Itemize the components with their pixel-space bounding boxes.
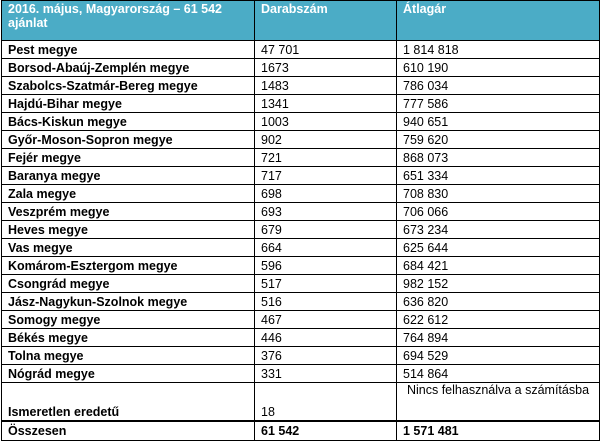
average-price-cell: 625 644	[397, 239, 600, 257]
table-row	[2, 77, 600, 95]
count-cell: 693	[255, 203, 397, 221]
table-row	[2, 365, 600, 383]
count-cell: 698	[255, 185, 397, 203]
county-cell: Szabolcs-Szatmár-Bereg megye	[2, 77, 255, 95]
header-period-offers: 2016. május, Magyarország – 61 542 ajánlat	[2, 1, 255, 41]
average-price-cell: 694 529	[397, 347, 600, 365]
average-price-cell: 940 651	[397, 113, 600, 131]
count-cell: 446	[255, 329, 397, 347]
county-cell: Bács-Kiskun megye	[2, 113, 255, 131]
county-cell: Komárom-Esztergom megye	[2, 257, 255, 275]
county-cell: Veszprém megye	[2, 203, 255, 221]
total-label-cell: Összesen	[2, 421, 255, 441]
average-price-cell: 651 334	[397, 167, 600, 185]
county-cell: Tolna megye	[2, 347, 255, 365]
average-price-cell: 759 620	[397, 131, 600, 149]
county-cell: Heves megye	[2, 221, 255, 239]
count-cell: 18	[255, 383, 397, 421]
average-price-cell: 706 066	[397, 203, 600, 221]
county-cell: Békés megye	[2, 329, 255, 347]
count-cell: 1003	[255, 113, 397, 131]
count-cell: 517	[255, 275, 397, 293]
county-cell: Hajdú-Bihar megye	[2, 95, 255, 113]
table-row	[2, 185, 600, 203]
table-row	[2, 41, 600, 59]
county-cell: Ismeretlen eredetű	[2, 383, 255, 421]
count-cell: 376	[255, 347, 397, 365]
table-row	[2, 131, 600, 149]
table-row	[2, 275, 600, 293]
table-row	[2, 329, 600, 347]
count-cell: 516	[255, 293, 397, 311]
total-average-price-cell: 1 571 481	[397, 421, 600, 441]
header-count: Darabszám	[255, 1, 397, 41]
table-row	[2, 167, 600, 185]
county-cell: Zala megye	[2, 185, 255, 203]
count-cell: 1483	[255, 77, 397, 95]
average-price-cell: 622 612	[397, 311, 600, 329]
table-row-unknown-origin	[2, 383, 600, 421]
count-cell: 717	[255, 167, 397, 185]
table-row	[2, 113, 600, 131]
count-cell: 1673	[255, 59, 397, 77]
count-cell: 596	[255, 257, 397, 275]
table-row	[2, 59, 600, 77]
count-cell: 467	[255, 311, 397, 329]
table-row	[2, 95, 600, 113]
average-price-cell: 1 814 818	[397, 41, 600, 59]
total-count-cell: 61 542	[255, 421, 397, 441]
count-cell: 47 701	[255, 41, 397, 59]
county-cell: Baranya megye	[2, 167, 255, 185]
table-body	[2, 41, 600, 441]
county-cell: Nógrád megye	[2, 365, 255, 383]
average-price-cell: 514 864	[397, 365, 600, 383]
county-cell: Pest megye	[2, 41, 255, 59]
county-cell: Győr-Moson-Sopron megye	[2, 131, 255, 149]
header-average-price: Átlagár	[397, 1, 600, 41]
average-price-cell: 764 894	[397, 329, 600, 347]
county-cell: Csongrád megye	[2, 275, 255, 293]
county-cell: Vas megye	[2, 239, 255, 257]
table-row	[2, 257, 600, 275]
average-price-cell: 777 586	[397, 95, 600, 113]
count-cell: 664	[255, 239, 397, 257]
average-price-cell: 610 190	[397, 59, 600, 77]
table-row-total	[2, 421, 600, 441]
table-row	[2, 347, 600, 365]
listings-table	[1, 0, 600, 441]
table-row	[2, 203, 600, 221]
average-price-cell: 708 830	[397, 185, 600, 203]
average-price-cell: 673 234	[397, 221, 600, 239]
average-price-cell: 982 152	[397, 275, 600, 293]
county-cell: Borsod-Abaúj-Zemplén megye	[2, 59, 255, 77]
count-cell: 902	[255, 131, 397, 149]
table-row	[2, 293, 600, 311]
average-price-cell: 786 034	[397, 77, 600, 95]
county-cell: Somogy megye	[2, 311, 255, 329]
average-price-cell: 684 421	[397, 257, 600, 275]
count-cell: 721	[255, 149, 397, 167]
table-row	[2, 221, 600, 239]
county-cell: Fejér megye	[2, 149, 255, 167]
count-cell: 331	[255, 365, 397, 383]
table-header-row	[2, 1, 600, 41]
table-row	[2, 149, 600, 167]
county-cell: Jász-Nagykun-Szolnok megye	[2, 293, 255, 311]
table-row	[2, 311, 600, 329]
count-cell: 679	[255, 221, 397, 239]
average-price-cell: 868 073	[397, 149, 600, 167]
average-price-cell: 636 820	[397, 293, 600, 311]
count-cell: 1341	[255, 95, 397, 113]
table-row	[2, 239, 600, 257]
average-price-note-cell: Nincs felhasználva a számításba	[397, 383, 600, 421]
